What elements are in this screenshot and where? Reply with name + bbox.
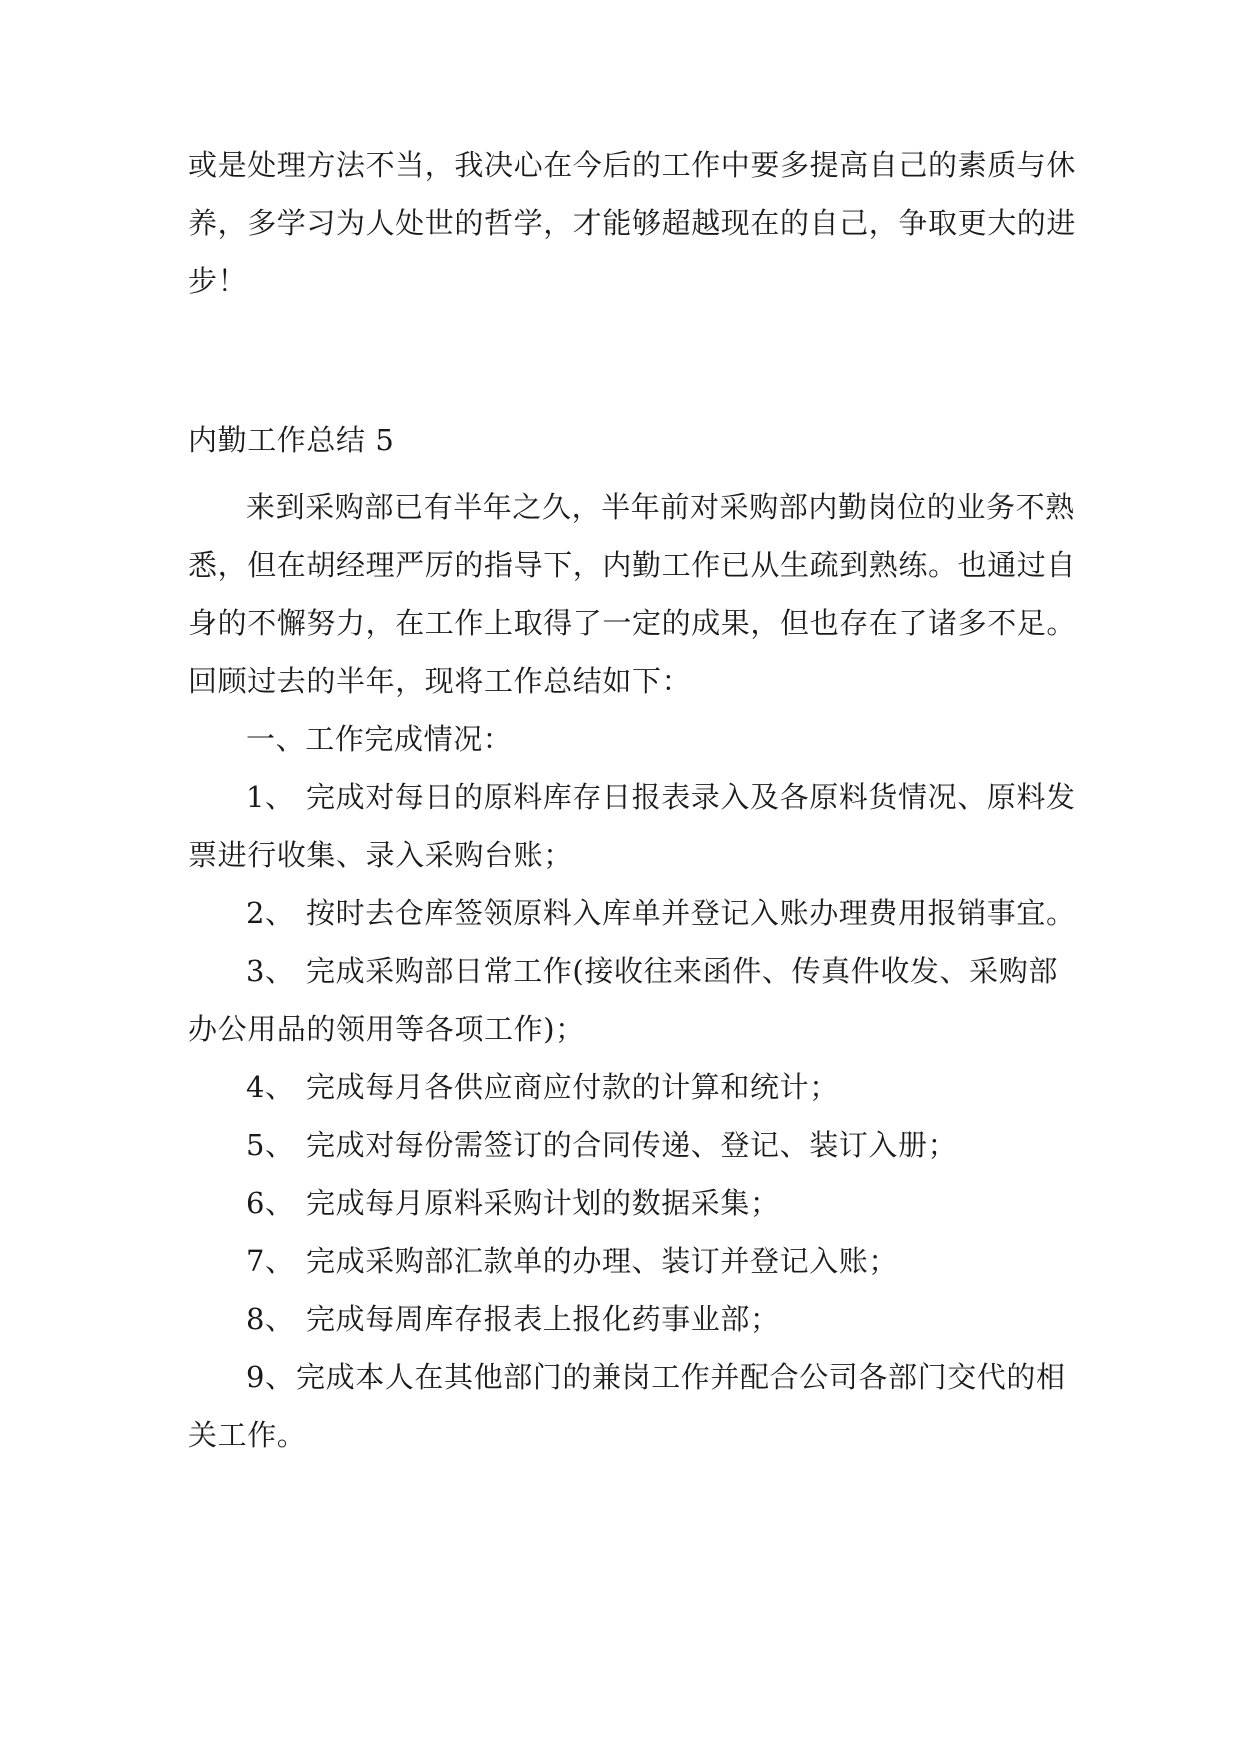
list-item (246, 1067, 839, 1107)
item-text: 完成对每日的原料库存日报表录入及各原料货情况、原料发 (306, 780, 1076, 814)
list-item (246, 1299, 780, 1339)
item-text: 完成本人在其他部门的兼岗工作并配合公司各部门交代的相 (296, 1360, 1066, 1394)
item-number: 2、 (246, 896, 295, 930)
list-item-continuation: 票进行收集、录入采购台账； (188, 838, 573, 872)
item-number: 4、 (246, 1070, 295, 1104)
item-text: 完成采购部汇款单的办理、装订并登记入账； (306, 1244, 899, 1278)
list-item (246, 1357, 1066, 1397)
item-number: 8、 (246, 1302, 295, 1336)
paragraph-line: 来到采购部已有半年之久，半年前对采购部内勤岗位的业务不熟 (246, 490, 1075, 524)
list-item-continuation: 办公用品的领用等各项工作)； (188, 1012, 585, 1046)
item-text: 完成对每份需签订的合同传递、登记、装订入册； (306, 1128, 958, 1162)
item-number: 6、 (246, 1186, 295, 1220)
item-number: 1、 (246, 780, 295, 814)
item-number: 9、 (246, 1360, 295, 1394)
section-title: 内勤工作总结 5 (188, 423, 395, 457)
item-text: 完成采购部日常工作(接收往来函件、传真件收发、采购部 (306, 954, 1058, 988)
paragraph-line: 悉，但在胡经理严厉的指导下，内勤工作已从生疏到熟练。也通过自 (188, 548, 1077, 582)
list-item (246, 777, 1076, 817)
item-number: 7、 (246, 1244, 295, 1278)
paragraph-line: 回顾过去的半年，现将工作总结如下： (188, 664, 692, 698)
paragraph-line: 或是处理方法不当，我决心在今后的工作中要多提高自己的素质与休 (188, 148, 1077, 182)
list-item (246, 1183, 780, 1223)
paragraph-line: 身的不懈努力，在工作上取得了一定的成果，但也存在了诸多不足。 (188, 606, 1077, 640)
paragraph-line: 步！ (188, 264, 248, 298)
list-item (246, 951, 1058, 991)
list-item (246, 893, 1076, 933)
list-item (246, 1125, 957, 1165)
item-text: 按时去仓库签领原料入库单并登记入账办理费用报销事宜。 (306, 896, 1076, 930)
item-text: 完成每月原料采购计划的数据采集； (306, 1186, 780, 1220)
item-number: 3、 (246, 954, 295, 988)
list-item (246, 1241, 898, 1281)
item-number: 5、 (246, 1128, 295, 1162)
item-text: 完成每周库存报表上报化药事业部； (306, 1302, 780, 1336)
list-item-continuation: 关工作。 (188, 1418, 307, 1452)
item-text: 完成每月各供应商应付款的计算和统计； (306, 1070, 839, 1104)
paragraph-line: 养，多学习为人处世的哲学，才能够超越现在的自己，争取更大的进 (188, 206, 1077, 240)
subheading: 一、工作完成情况： (246, 722, 513, 756)
